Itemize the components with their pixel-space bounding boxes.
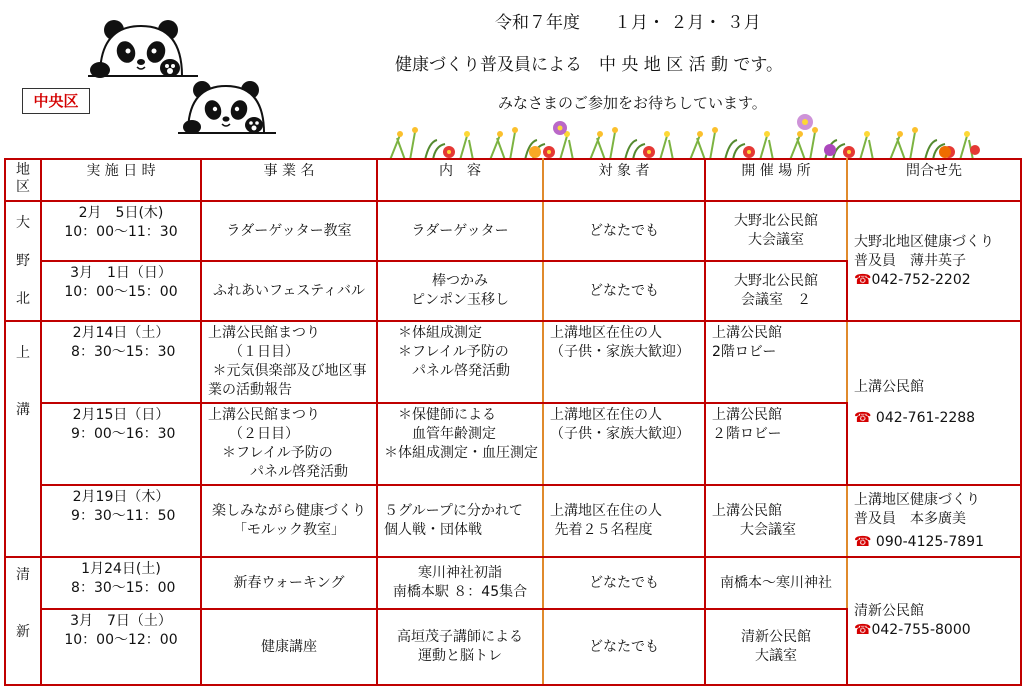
cell-venue: 清新公民館 大議室 — [705, 609, 847, 685]
table-row — [5, 557, 1021, 609]
cell-target: どなたでも — [543, 201, 705, 261]
col-header-target: 対 象 者 — [543, 159, 705, 201]
cell-venue: 大野北公民館 大会議室 — [705, 201, 847, 261]
cell-event: ふれあいフェスティバル — [201, 261, 377, 321]
cell-event: 上溝公民館まつり （２日目） ＊フレイル予防の パネル啓発活動 — [201, 403, 377, 485]
title-invitation: みなさまのご参加をお待ちしています。 — [498, 94, 767, 112]
cell-event: ラダーゲッター教室 — [201, 201, 377, 261]
cell-target: 上溝地区在住の人 （子供・家族大歓迎） — [543, 403, 705, 485]
cell-content: ５グループに分かれて 個人戦・団体戦 — [377, 485, 543, 557]
cell-target: 上溝地区在住の人 （子供・家族大歓迎） — [543, 321, 705, 403]
cell-date: 3月 7日（土） 10：00～12：00 — [41, 609, 201, 685]
contact-kamimizo — [847, 321, 1021, 485]
schedule-table — [4, 158, 1022, 686]
phone-icon: ☎ — [854, 410, 872, 426]
cell-target: どなたでも — [543, 609, 705, 685]
cell-date: 2月 5日(木) 10：00～11：30 — [41, 201, 201, 261]
cell-venue: 南橋本～寒川神社 — [705, 557, 847, 609]
cell-target: どなたでも — [543, 557, 705, 609]
panda-small-icon — [178, 78, 276, 136]
phone-icon: ☎ — [854, 622, 872, 638]
cell-content: 高垣茂子講師による 運動と脳トレ — [377, 609, 543, 685]
cell-venue: 上溝公民館 2階ロビー — [705, 321, 847, 403]
col-header-venue: 開 催 場 所 — [705, 159, 847, 201]
cell-content: 棒つかみ ピンポン玉移し — [377, 261, 543, 321]
district-badge: 中央区 — [22, 88, 90, 114]
contact-onokita — [847, 201, 1021, 321]
cell-content: 寒川神社初詣 南橋本駅 ８：45集合 — [377, 557, 543, 609]
cell-event: 上溝公民館まつり （１日目） ＊元気倶楽部及び地区事 業の活動報告 — [201, 321, 377, 403]
district-kamimizo: 上 溝 — [5, 321, 41, 557]
district-seishin: 清 新 — [5, 557, 41, 685]
contact-tel: 042-761-2288 — [875, 410, 976, 426]
table-row — [5, 201, 1021, 261]
contact-tel: 090-4125-7891 — [875, 533, 984, 550]
contact-tel: 042-755-8000 — [871, 622, 971, 638]
col-header-contact: 問合せ先 — [847, 159, 1021, 201]
cell-venue: 上溝公民館 ２階ロビー — [705, 403, 847, 485]
cell-date: 2月19日（木） 9：30～11：50 — [41, 485, 201, 557]
title-period: 令和７年度 １月・ ２月・ ３月 — [495, 13, 761, 33]
district-onokita: 大 野 北 — [5, 201, 41, 321]
phone-icon: ☎ — [854, 533, 872, 550]
table-row — [5, 321, 1021, 403]
panda-large-icon — [88, 18, 198, 80]
contact-name: 上溝地区健康づくり 普及員 本多廣美 — [854, 491, 980, 527]
cell-content: ラダーゲッター — [377, 201, 543, 261]
cell-event: 健康講座 — [201, 609, 377, 685]
cell-date: 2月14日（土） 8：30～15：30 — [41, 321, 201, 403]
flower-border-icon — [385, 110, 1000, 160]
phone-icon: ☎ — [854, 271, 872, 288]
contact-tel: 042-752-2202 — [871, 271, 971, 288]
cell-date: 1月24日(土) 8：30～15：00 — [41, 557, 201, 609]
cell-target: どなたでも — [543, 261, 705, 321]
contact-name: 大野北地区健康づくり 普及員 薄井英子 — [854, 233, 994, 269]
cell-target: 上溝地区在住の人 先着２５名程度 — [543, 485, 705, 557]
col-header-content: 内 容 — [377, 159, 543, 201]
contact-kamimizo-promoter — [847, 485, 1021, 557]
cell-event: 新春ウォーキング — [201, 557, 377, 609]
cell-date: 2月15日（日） 9：00～16：30 — [41, 403, 201, 485]
cell-date: 3月 1日（日） 10：00～15：00 — [41, 261, 201, 321]
col-header-date: 実 施 日 時 — [41, 159, 201, 201]
table-header-row — [5, 159, 1021, 201]
title-main: 健康づくり普及員による 中 央 地 区 活 動 です。 — [395, 55, 784, 75]
col-header-district: 地 区 — [5, 159, 41, 201]
table-row — [5, 485, 1021, 557]
contact-name: 清新公民館 — [854, 603, 924, 619]
col-header-event: 事 業 名 — [201, 159, 377, 201]
contact-name: 上溝公民館 — [854, 379, 924, 395]
cell-content: ＊体組成測定 ＊フレイル予防の パネル啓発活動 — [377, 321, 543, 403]
cell-venue: 大野北公民館 会議室 ２ — [705, 261, 847, 321]
cell-venue: 上溝公民館 大会議室 — [705, 485, 847, 557]
cell-content: ＊保健師による 血管年齢測定 ＊体組成測定・血圧測定 — [377, 403, 543, 485]
contact-seishin — [847, 557, 1021, 685]
cell-event: 楽しみながら健康づくり 「モルック教室」 — [201, 485, 377, 557]
